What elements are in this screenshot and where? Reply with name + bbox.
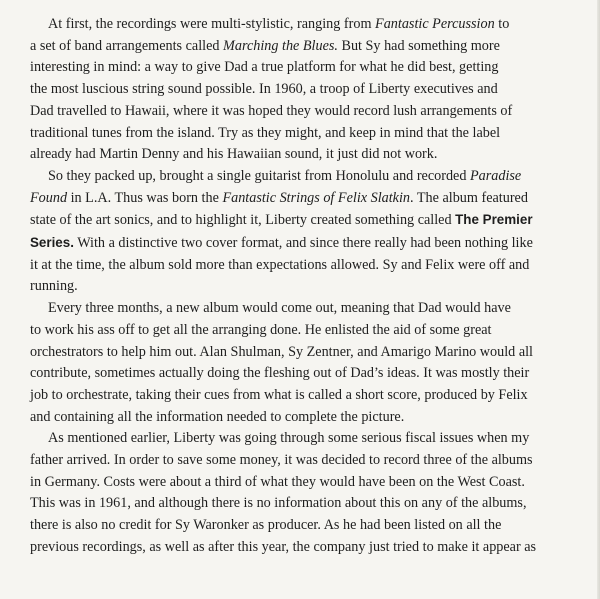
italic-title: Marching the Blues. (223, 37, 338, 54)
text-run: it at the time, the album sold more than expectations allowed. Sy and Felix were off and (30, 256, 530, 273)
italic-title: Found (30, 189, 68, 206)
text-run: the most luscious string sound possible. In 1960, a troop of Liberty executives and (30, 81, 498, 98)
text-run: Every three months, a new album would come out, meaning that Dad would have (48, 300, 511, 317)
text-run: in L.A. Thus was born the (67, 189, 223, 206)
paragraph (30, 166, 590, 298)
text-line (30, 188, 590, 210)
text-run: At first, the recordings were multi-stylistic, ranging from (48, 16, 376, 32)
italic-title: Fantastic Strings of Felix Slatkin (222, 189, 411, 206)
text-run: previous recordings, as well as after this year, the company just tried to make it appear as (30, 538, 537, 555)
text-run: already had Martin Denny and his Hawaiian sound, it just did not work. (30, 146, 438, 163)
italic-title: Fantastic Percussion (375, 16, 495, 32)
text-line (30, 450, 590, 472)
text-run: a set of band arrangements called (30, 37, 224, 54)
text-run: So they packed up, brought a single guitarist from Honolulu and recorded (48, 167, 470, 184)
text-run: and containing all the information needed to complete the picture. (30, 408, 405, 425)
text-line (30, 57, 590, 79)
text-line (30, 144, 590, 166)
text-line (30, 363, 590, 385)
paragraph (30, 14, 590, 166)
text-line (30, 36, 590, 58)
text-line (30, 101, 590, 123)
paragraph (30, 298, 590, 428)
text-line (30, 385, 590, 407)
text-run: there is also no credit for Sy Waronker as producer. As he had been listed on all the (30, 517, 502, 534)
text-run: in Germany. Costs were about a third of what they would have been on the West Coast. (30, 473, 525, 490)
text-line (30, 472, 590, 494)
text-run: job to orchestrate, taking their cues from what is called a short score, produced by Felix (30, 386, 528, 403)
text-line (30, 298, 590, 320)
text-run: traditional tunes from the island. Try as they might, and keep in mind that the label (30, 124, 501, 141)
text-line (30, 209, 590, 232)
text-line (30, 342, 590, 364)
text-run: This was in 1961, and although there is no information about this on any of the albums, (30, 495, 527, 512)
bold-series-name: Series. (30, 235, 74, 251)
text-run: to (494, 16, 510, 32)
text-line (30, 428, 590, 450)
text-line (30, 320, 590, 342)
text-run: interesting in mind: a way to give Dad a true platform for what he did best, getting (30, 59, 499, 76)
text-line (30, 232, 590, 255)
text-run: . The album featured (410, 189, 528, 206)
text-run: As mentioned earlier, Liberty was going through some serious fiscal issues when my (48, 430, 530, 447)
text-run: father arrived. In order to save some money, it was decided to record three of the albums (30, 452, 533, 469)
text-line (30, 79, 590, 101)
text-run: state of the art sonics, and to highlight it, Liberty created something called (30, 212, 456, 229)
text-line (30, 407, 590, 429)
italic-title: Paradise (469, 167, 522, 184)
text-line (30, 537, 590, 559)
text-line (30, 276, 590, 298)
text-line (30, 14, 590, 36)
text-line (30, 515, 590, 537)
text-line (30, 123, 590, 145)
text-run: running. (30, 278, 78, 295)
body-text (30, 14, 590, 559)
text-run: Dad travelled to Hawaii, where it was hoped they would record lush arrangements of (30, 102, 513, 119)
text-run: But Sy had something more (337, 37, 500, 54)
bold-series-name: The Premier (455, 212, 533, 228)
text-line (30, 166, 590, 188)
text-run: With a distinctive two cover format, and since there really had been nothing like (73, 235, 533, 252)
text-run: contribute, sometimes actually doing the fleshing out of Dad’s ideas. It was mostly their (30, 365, 530, 382)
text-line (30, 255, 590, 277)
paragraph (30, 428, 590, 558)
text-run: to work his ass off to get all the arranging done. He enlisted the aid of some great (30, 321, 492, 338)
text-line (30, 493, 590, 515)
text-run: orchestrators to help him out. Alan Shulman, Sy Zentner, and Amarigo Marino would all (30, 343, 534, 360)
